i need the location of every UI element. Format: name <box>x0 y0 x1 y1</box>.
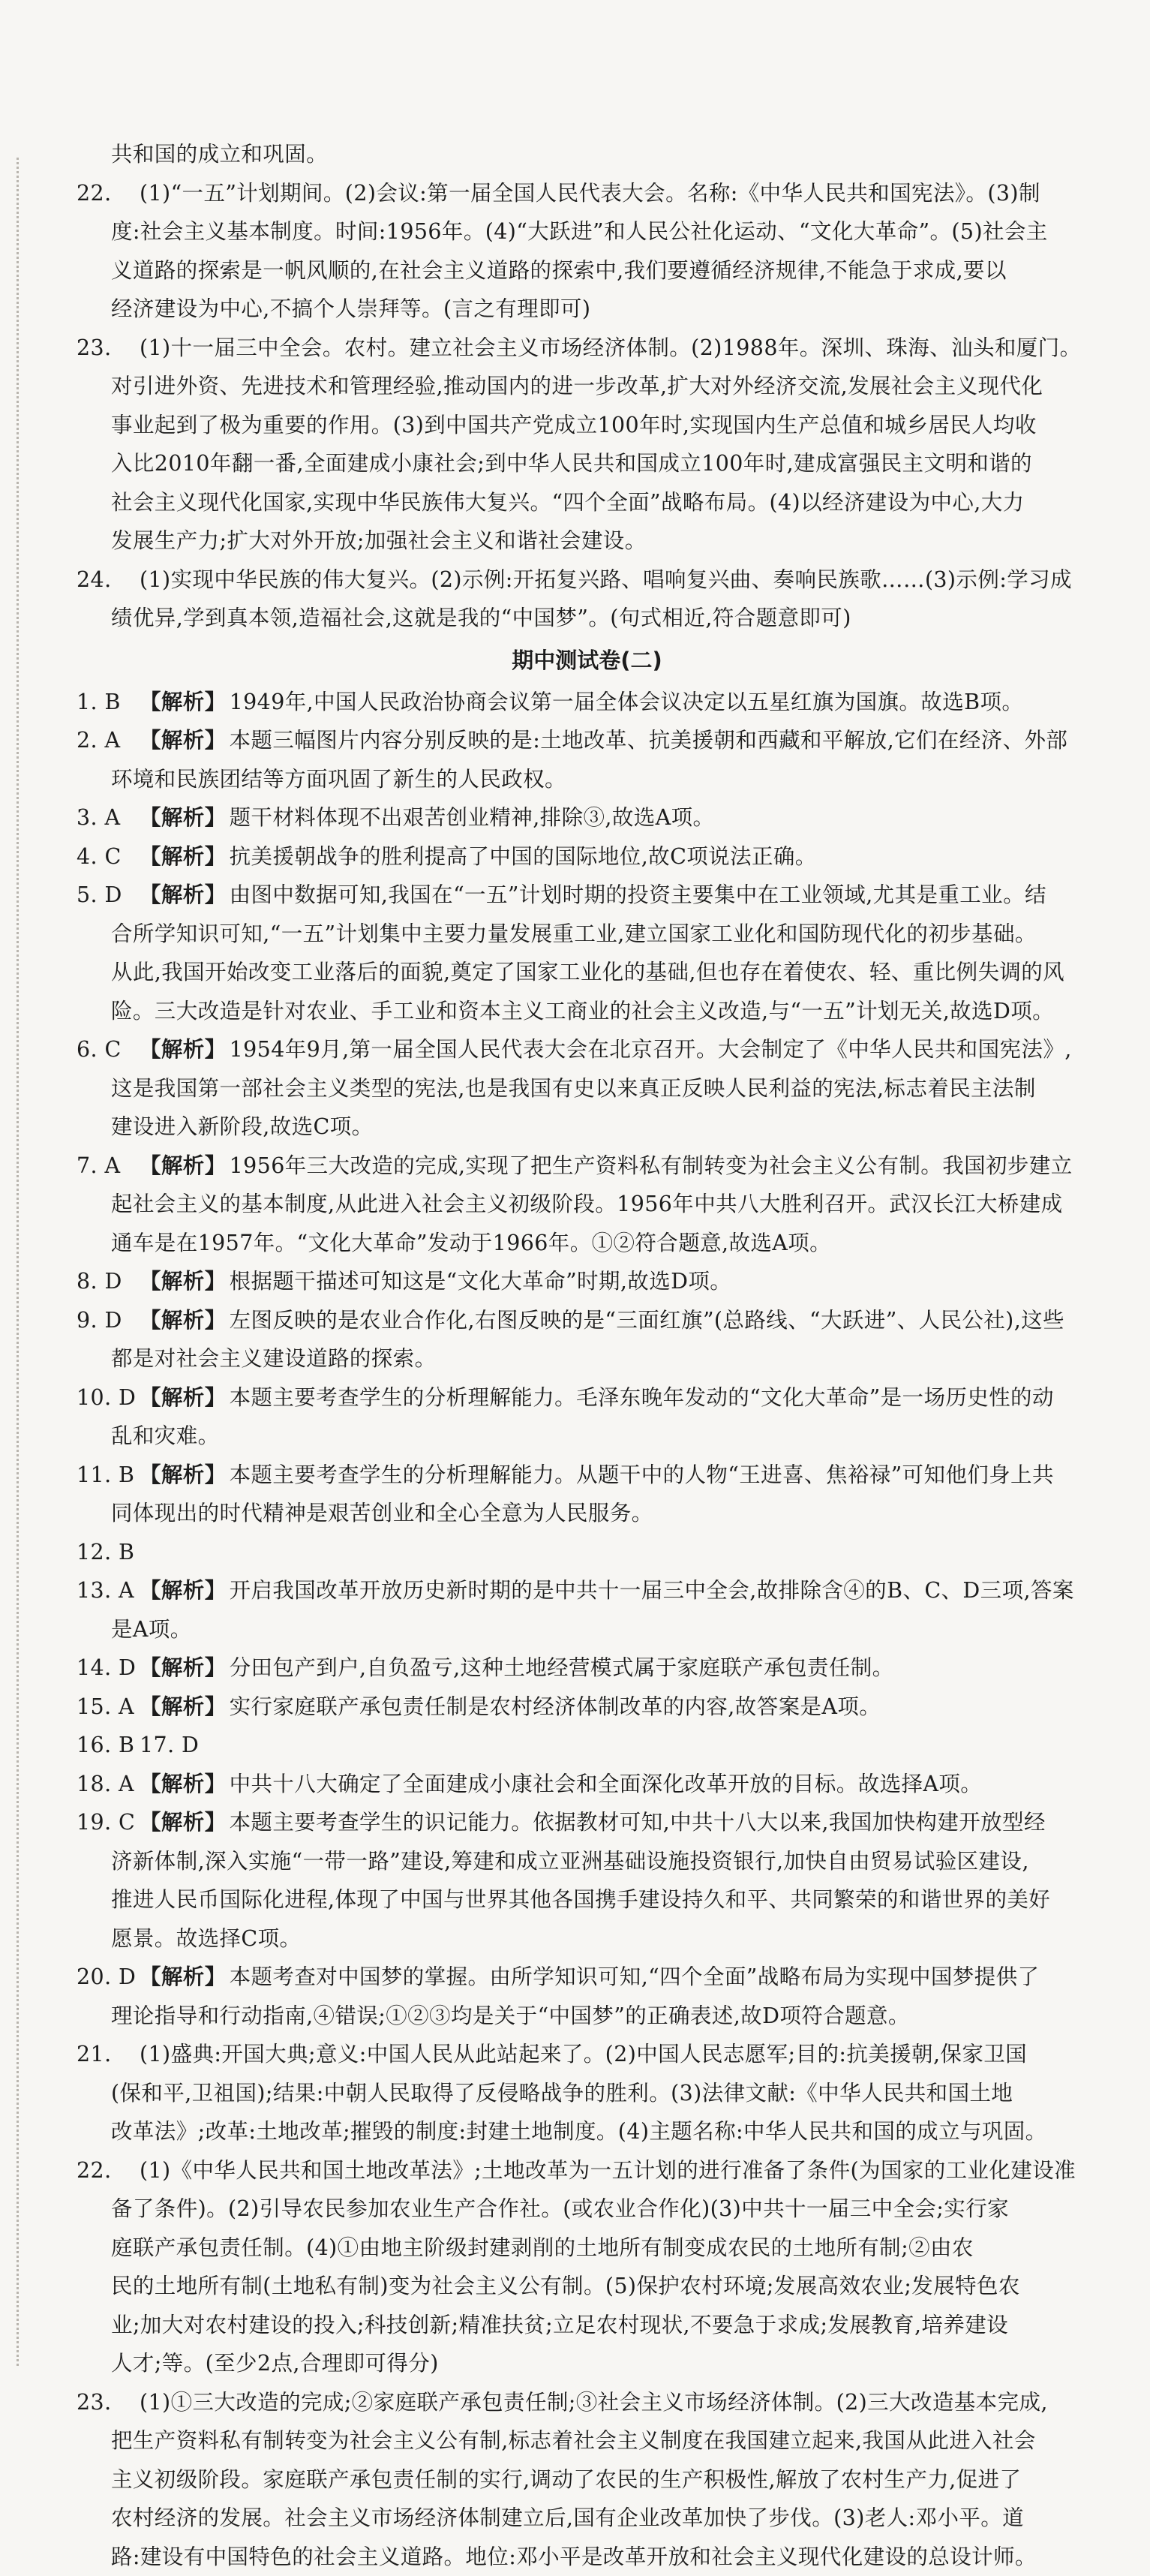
text-line <box>77 2229 1097 2268</box>
text-line <box>77 1108 1097 1147</box>
line-text: (1)“一五”计划期间。(2)会议:第一届全国人民代表大会。名称:《中华人民共和国宪法》。(3)制 <box>140 181 1040 206</box>
line-text: 中共十八大确定了全面建成小康社会和全面深化改革开放的目标。故选择A项。 <box>230 1772 983 1796</box>
line-text: 改革法》;改革:土地改革;摧毁的制度:封建土地制度。(4)主题名称:中华人民共和国的成立与巩固。 <box>111 2119 1047 2144</box>
analysis-tag: 【解析】 <box>140 1809 227 1835</box>
line-text: 本题主要考查学生的分析理解能力。毛泽东晚年发动的“文化大革命”是一场历史性的动 <box>230 1385 1054 1410</box>
question-number: 8. D <box>77 1262 140 1301</box>
question-number: 1. B <box>77 683 140 722</box>
question-number: 5. D <box>77 876 140 915</box>
text-line <box>77 483 1097 522</box>
question-number: 12. B <box>77 1533 140 1572</box>
question-number: 23. <box>77 329 140 368</box>
line-text: 左图反映的是农业合作化,右图反映的是“三面红旗”(总路线、“大跃进”、人民公社),这些 <box>230 1308 1064 1333</box>
line-text: 建设进入新阶段,故选C项。 <box>111 1114 374 1139</box>
text-line <box>77 1803 1097 1842</box>
line-text: 本题考查对中国梦的掌握。由所学知识可知,“四个全面”战略布局为实现中国梦提供了 <box>230 1964 1040 1989</box>
text-line <box>77 1880 1097 1919</box>
text-line <box>77 1069 1097 1108</box>
line-text: 环境和民族团结等方面巩固了新生的人民政权。 <box>111 767 566 792</box>
analysis-tag: 【解析】 <box>140 727 227 753</box>
line-text: 起社会主义的基本制度,从此进入社会主义初级阶段。1956年中共八大胜利召开。武汉长江大桥建成 <box>111 1192 1063 1216</box>
text-line <box>77 444 1097 483</box>
text-line <box>77 2421 1097 2460</box>
text-line <box>77 174 1097 213</box>
line-text: 合所学知识可知,“一五”计划集中主要力量发展重工业,建立国家工业化和国防现代化的初步基础。 <box>111 921 1037 946</box>
text-line <box>77 406 1097 445</box>
text-line <box>77 1571 1097 1610</box>
line-text: 乱和灾难。 <box>111 1423 220 1448</box>
question-number: 21. <box>77 2035 140 2074</box>
text-line <box>77 2344 1097 2383</box>
text-line <box>77 599 1097 638</box>
line-text: 发展生产力;扩大对外开放;加强社会主义和谐社会建设。 <box>111 528 647 553</box>
text-line <box>77 1185 1097 1224</box>
text-line <box>77 1417 1097 1456</box>
text-line <box>77 1649 1097 1688</box>
text-line <box>77 1030 1097 1069</box>
text-line <box>77 721 1097 760</box>
text-line <box>77 1301 1097 1340</box>
line-text: 本题主要考查学生的识记能力。依据教材可知,中共十八大以来,我国加快构建开放型经 <box>230 1810 1046 1835</box>
line-text: 本题主要考查学生的分析理解能力。从题干中的人物“王进喜、焦裕禄”可知他们身上共 <box>230 1462 1054 1487</box>
analysis-tag: 【解析】 <box>140 1655 227 1680</box>
text-line <box>77 1494 1097 1533</box>
question-number: 13. A <box>77 1571 140 1610</box>
text-line <box>77 1533 1097 1572</box>
text-line <box>77 329 1097 368</box>
question-number: 22. <box>77 2151 140 2190</box>
question-number: 10. D <box>77 1378 140 1417</box>
line-text: 1949年,中国人民政治协商会议第一届全体会议决定以五星红旗为国旗。故选B项。 <box>230 690 1024 714</box>
line-text: (1)实现中华民族的伟大复兴。(2)示例:开拓复兴路、唱响复兴曲、奏响民族歌……(3)示例:学习成 <box>140 567 1072 592</box>
line-text: 险。三大改造是针对农业、手工业和资本主义工商业的社会主义改造,与“一五”计划无关,故选D项。 <box>111 999 1054 1023</box>
binding-edge <box>17 158 19 2366</box>
analysis-tag: 【解析】 <box>140 1153 227 1178</box>
line-text: (1)《中华人民共和国土地改革法》;土地改革为一五计划的进行准备了条件(为国家的工业化建设准 <box>140 2158 1076 2183</box>
text-line <box>77 1224 1097 1263</box>
text-line <box>77 1262 1097 1301</box>
text-line <box>77 760 1097 799</box>
line-text: 民的土地所有制(土地私有制)变为社会主义公有制。(5)保护农村环境;发展高效农业;发展特色农 <box>111 2274 1020 2298</box>
analysis-tag: 【解析】 <box>140 882 227 907</box>
text-line <box>77 2035 1097 2074</box>
line-text: 是A项。 <box>111 1617 192 1642</box>
text-line <box>77 135 1097 174</box>
line-text: 实行家庭联产承包责任制是农村经济体制改革的内容,故答案是A项。 <box>230 1694 881 1719</box>
line-text: 备了条件)。(2)引导农民参加农业生产合作社。(或农业合作化)(3)中共十一届三中全会;实行家 <box>111 2196 1009 2221</box>
line-text: 1956年三大改造的完成,实现了把生产资料私有制转变为社会主义公有制。我国初步建立 <box>230 1153 1073 1178</box>
analysis-tag: 【解析】 <box>140 1771 227 1796</box>
line-text: 经济建设为中心,不搞个人崇拜等。(言之有理即可) <box>111 296 590 321</box>
section-title: 期中测试卷(二) <box>77 638 1097 683</box>
question-number: 23. <box>77 2383 140 2422</box>
text-line <box>77 2267 1097 2306</box>
analysis-tag: 【解析】 <box>140 1384 227 1410</box>
line-text: (1)盛典:开国大典;意义:中国人民从此站起来了。(2)中国人民志愿军;目的:抗美援朝,保家卫国 <box>140 2042 1027 2067</box>
text-line <box>77 1147 1097 1186</box>
line-text: 开启我国改革开放历史新时期的是中共十一届三中全会,故排除含④的B、C、D三项,答案 <box>230 1578 1074 1603</box>
text-line <box>77 2499 1097 2538</box>
text-line <box>77 1610 1097 1649</box>
text-line <box>77 953 1097 992</box>
line-text: (保和平,卫祖国);结果:中朝人民取得了反侵略战争的胜利。(3)法律文献:《中华人民共和国土地 <box>111 2081 1013 2106</box>
line-text: 济新体制,深入实施“一带一路”建设,筹建和成立亚洲基础设施投资银行,加快自由贸易试验区建设, <box>111 1849 1029 1874</box>
text-line <box>77 837 1097 876</box>
text-line <box>77 561 1097 600</box>
text-line <box>77 522 1097 561</box>
text-line <box>77 798 1097 837</box>
question-number: 11. B <box>77 1456 140 1495</box>
text-line <box>77 290 1097 329</box>
line-text: 把生产资料私有制转变为社会主义公有制,标志着社会主义制度在我国建立起来,我国从此进入社会 <box>111 2428 1036 2453</box>
analysis-tag: 【解析】 <box>140 1462 227 1487</box>
text-line <box>77 1997 1097 2036</box>
line-text: 从此,我国开始改变工业落后的面貌,奠定了国家工业化的基础,但也存在着使农、轻、重比例失调的风 <box>111 960 1064 984</box>
line-text: 通车是在1957年。“文化大革命”发动于1966年。①②符合题意,故选A项。 <box>111 1231 831 1255</box>
analysis-tag: 【解析】 <box>140 689 227 714</box>
question-number: 16. B <box>77 1726 140 1765</box>
line-text: 业;加大对农村建设的投入;科技创新;精准扶贫;立足农村现状,不要急于求成;发展教育,培养建设 <box>111 2313 1008 2337</box>
line-text: 同体现出的时代精神是艰苦创业和全心全意为人民服务。 <box>111 1501 653 1525</box>
line-text: 理论指导和行动指南,④错误;①②③均是关于“中国梦”的正确表述,故D项符合题意。 <box>111 2003 910 2028</box>
analysis-tag: 【解析】 <box>140 1694 227 1719</box>
analysis-tag: 【解析】 <box>140 1964 227 1989</box>
text-line <box>77 2151 1097 2190</box>
line-text: 推进人民币国际化进程,体现了中国与世界其他各国携手建设持久和平、共同繁荣的和谐世界的美好 <box>111 1887 1050 1912</box>
text-line <box>77 1842 1097 1881</box>
text-line <box>77 1339 1097 1378</box>
question-number: 7. A <box>77 1147 140 1186</box>
line-text: (1)①三大改造的完成;②家庭联产承包责任制;③社会主义市场经济体制。(2)三大改造基本完成, <box>140 2390 1048 2415</box>
line-text: 事业起到了极为重要的作用。(3)到中国共产党成立100年时,实现国内生产总值和城乡居民人均收 <box>111 413 1037 437</box>
question-number: 22. <box>77 174 140 213</box>
analysis-tag: 【解析】 <box>140 804 227 830</box>
line-text: 人才;等。(至少2点,合理即可得分) <box>111 2351 439 2376</box>
analysis-tag: 【解析】 <box>140 843 227 869</box>
text-line <box>77 1456 1097 1495</box>
text-line <box>77 1378 1097 1417</box>
line-text: 主义初级阶段。家庭联产承包责任制的实行,调动了农民的生产积极性,解放了农村生产力,促进了 <box>111 2467 1021 2492</box>
line-text: 题干材料体现不出艰苦创业精神,排除③,故选A项。 <box>230 805 715 830</box>
text-line <box>77 2190 1097 2229</box>
question-number: 20. D <box>77 1958 140 1997</box>
text-line <box>77 876 1097 915</box>
text-line <box>77 1726 1097 1765</box>
line-text: 愿景。故选择C项。 <box>111 1926 301 1951</box>
question-number: 14. D <box>77 1649 140 1688</box>
line-text: 度:社会主义基本制度。时间:1956年。(4)“大跃进”和人民公社化运动、“文化大革命”。(5)社会主 <box>111 219 1048 244</box>
question-number: 4. C <box>77 837 140 876</box>
text-line <box>77 2538 1097 2576</box>
line-text: 庭联产承包责任制。(4)①由地主阶级封建剥削的土地所有制变成农民的土地所有制;②由农 <box>111 2235 974 2260</box>
question-number: 9. D <box>77 1301 140 1340</box>
text-line <box>77 212 1097 251</box>
text-line <box>77 1765 1097 1804</box>
line-text: 本题三幅图片内容分别反映的是:土地改革、抗美援朝和西藏和平解放,它们在经济、外部 <box>230 728 1068 753</box>
question-number: 15. A <box>77 1688 140 1727</box>
text-line <box>77 367 1097 406</box>
line-text: 共和国的成立和巩固。 <box>111 142 328 167</box>
line-text: 由图中数据可知,我国在“一五”计划时期的投资主要集中在工业领域,尤其是重工业。结 <box>230 882 1046 907</box>
line-text: (1)十一届三中全会。农村。建立社会主义市场经济体制。(2)1988年。深圳、珠海、汕头和厦门。 <box>140 335 1081 360</box>
analysis-tag: 【解析】 <box>140 1036 227 1062</box>
analysis-tag: 【解析】 <box>140 1268 227 1294</box>
line-text: 这是我国第一部社会主义类型的宪法,也是我国有史以来真正反映人民利益的宪法,标志着民主法制 <box>111 1076 1036 1101</box>
line-text: 社会主义现代化国家,实现中华民族伟大复兴。“四个全面”战略布局。(4)以经济建设为中心,大力 <box>111 490 1025 515</box>
text-line <box>77 2306 1097 2345</box>
question-number: 2. A <box>77 721 140 760</box>
line-text: 义道路的探索是一帆风顺的,在社会主义道路的探索中,我们要遵循经济规律,不能急于求成,要以 <box>111 258 1007 283</box>
question-number: 24. <box>77 561 140 600</box>
text-line <box>77 1688 1097 1727</box>
line-text: 17. D <box>140 1733 199 1757</box>
text-line <box>77 251 1097 290</box>
text-line <box>77 2112 1097 2151</box>
line-text: 路:建设有中国特色的社会主义道路。地位:邓小平是改革开放和社会主义现代化建设的总设计师。 <box>111 2544 1037 2569</box>
line-text: 农村经济的发展。社会主义市场经济体制建立后,国有企业改革加快了步伐。(3)老人:邓小平。道 <box>111 2505 1024 2530</box>
text-line <box>77 1958 1097 1997</box>
text-line <box>77 992 1097 1031</box>
question-number: 19. C <box>77 1803 140 1842</box>
question-number: 18. A <box>77 1765 140 1804</box>
text-line <box>77 2383 1097 2422</box>
line-text: 抗美援朝战争的胜利提高了中国的国际地位,故C项说法正确。 <box>230 844 817 869</box>
line-text: 绩优异,学到真本领,造福社会,这就是我的“中国梦”。(句式相近,符合题意即可) <box>111 606 851 630</box>
line-text: 1954年9月,第一届全国人民代表大会在北京召开。大会制定了《中华人民共和国宪法》, <box>230 1037 1072 1062</box>
question-number: 3. A <box>77 798 140 837</box>
line-text: 都是对社会主义建设道路的探索。 <box>111 1346 437 1371</box>
question-number: 6. C <box>77 1030 140 1069</box>
text-line <box>77 915 1097 954</box>
text-line <box>77 683 1097 722</box>
line-text: 分田包产到户,自负盈亏,这种土地经营模式属于家庭联产承包责任制。 <box>230 1655 894 1680</box>
text-line <box>77 2460 1097 2499</box>
text-line <box>77 1919 1097 1958</box>
text-line <box>77 2074 1097 2113</box>
answer-content <box>77 135 1097 2576</box>
analysis-tag: 【解析】 <box>140 1577 227 1603</box>
line-text: 对引进外资、先进技术和管理经验,推动国内的进一步改革,扩大对外经济交流,发展社会主义现代化 <box>111 374 1043 398</box>
line-text: 入比2010年翻一番,全面建成小康社会;到中华人民共和国成立100年时,建成富强民主文明和谐的 <box>111 451 1032 476</box>
line-text: 根据题干描述可知这是“文化大革命”时期,故选D项。 <box>230 1269 732 1294</box>
analysis-tag: 【解析】 <box>140 1307 227 1333</box>
